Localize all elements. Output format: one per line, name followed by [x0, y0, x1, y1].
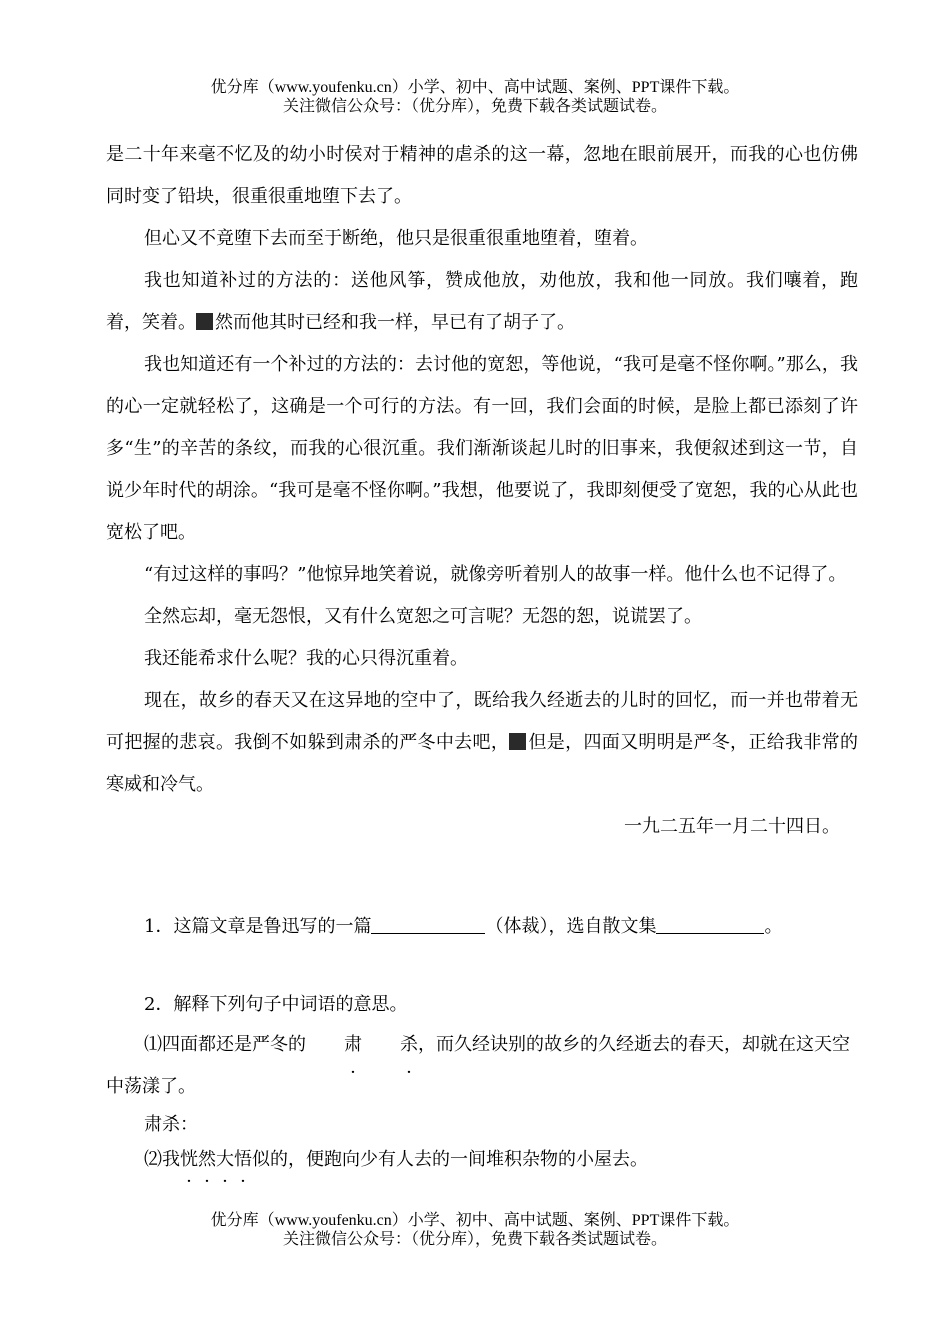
- sentence-pre: 我: [162, 1149, 180, 1170]
- paragraph-3-part-1: 我也知道补过的方法的：送他风筝，赞成他放，劝他放，我和他一同放。我们嚷着，跑着，笑着。: [106, 270, 858, 333]
- question-2-item-2: [106, 1145, 858, 1175]
- emphasized-word-char: 恍: [180, 1149, 198, 1170]
- paragraph-8: [106, 680, 858, 806]
- emphasized-word-char: 大: [216, 1149, 234, 1170]
- paragraph-6: 全然忘却，毫无怨恨，又有什么宽恕之可言呢？无怨的恕，说谎罢了。: [144, 606, 702, 627]
- paragraph-3-part-2: 然而他其时已经和我一样，早已有了胡子了。: [215, 312, 575, 333]
- footer-line-1: 优分库（www.youfenku.cn）小学、初中、高中试题、案例、PPT课件下载。: [210, 1212, 740, 1229]
- item-number: ⑴: [144, 1034, 162, 1055]
- answer-blank-genre[interactable]: [371, 913, 485, 934]
- answer-blank-collection[interactable]: [656, 913, 764, 934]
- footer-line-2: 关注微信公众号：（优分库），免费下载各类试题试卷。: [282, 1231, 667, 1248]
- paragraph-8-part-1: 现在，故乡的春天又在这异地的空中了，既给我久经逝去的儿时的回忆，而一并也带着无可把握的悲哀。我倒不如躲到肃杀的严冬中去吧，: [106, 690, 858, 753]
- date-line: 一九二五年一月二十四日。: [624, 816, 840, 837]
- paragraph-7: 我还能希求什么呢？我的心只得沉重着。: [144, 648, 468, 669]
- header-line-1: 优分库（www.youfenku.cn）小学、初中、高中试题、案例、PPT课件下载。: [210, 79, 740, 96]
- question-1: [106, 912, 858, 942]
- question-2-item-1: [106, 1024, 858, 1108]
- paragraph-5: “有过这样的事吗？”他惊异地笑着说，就像旁听着别人的故事一样。他什么也不记得了。: [144, 564, 847, 585]
- paragraph-4: 我也知道还有一个补过的方法的：去讨他的宽恕，等他说，“我可是毫不怪你啊。”那么，我的心一定就轻松了，这确是一个可行的方法。有一回，我们会面的时候，是脸上都已添刻了许多“生”的辛苦的条纹，而我的心很沉重。我们渐渐谈起儿时的旧事来，我便叙述到这一节，自说少年时代的胡涂。“我可是毫不怪你啊。”我想，他要说了，我即刻便受了宽恕，我的心从此也宽松了吧。: [106, 354, 858, 543]
- question-1-text-mid: （体裁），选自散文集: [485, 916, 657, 937]
- sentence-post: ，而久经诀别的故乡的久经逝去的春天，却就在这天空中荡漾了。: [106, 1034, 850, 1097]
- paragraph-8-part-2: 但是，四面又明明是严冬，正给我非常的寒威和冷气。: [106, 732, 859, 795]
- watermark-glyph: [196, 313, 213, 330]
- header-line-2: 关注微信公众号：（优分库），免费下载各类试题试卷。: [282, 98, 667, 115]
- paragraph-3: [106, 260, 858, 344]
- page-footer: [0, 1211, 950, 1249]
- paragraph-1: 是二十年来毫不忆及的幼小时侯对于精神的虐杀的这一幕，忽地在眼前展开，而我的心也仿佛同时变了铅块，很重很重地堕下去了。: [106, 144, 858, 207]
- item-number: ⑵: [144, 1149, 162, 1170]
- watermark-glyph: [509, 733, 526, 750]
- answer-label-susha: 肃杀：: [144, 1114, 198, 1135]
- emphasized-word-char: 悟: [234, 1149, 252, 1170]
- question-1-text: 1．这篇文章是鲁迅写的一篇: [144, 916, 372, 937]
- question-1-text-end: 。: [764, 916, 783, 937]
- page-header: [0, 78, 950, 116]
- question-2-title: 2．解释下列句子中词语的意思。: [144, 994, 408, 1015]
- sentence-pre: 四面都还是严冬的: [162, 1034, 306, 1055]
- passage: [106, 134, 858, 848]
- paragraph-2: 但心又不竟堕下去而至于断绝，他只是很重很重地堕着，堕着。: [144, 228, 648, 249]
- emphasized-word-char: 杀: [400, 1034, 418, 1055]
- sentence-post: 似的，便跑向少有人去的一间堆积杂物的小屋去。: [252, 1149, 648, 1170]
- emphasized-word-char: 肃: [344, 1034, 362, 1055]
- emphasized-word-char: 然: [198, 1149, 216, 1170]
